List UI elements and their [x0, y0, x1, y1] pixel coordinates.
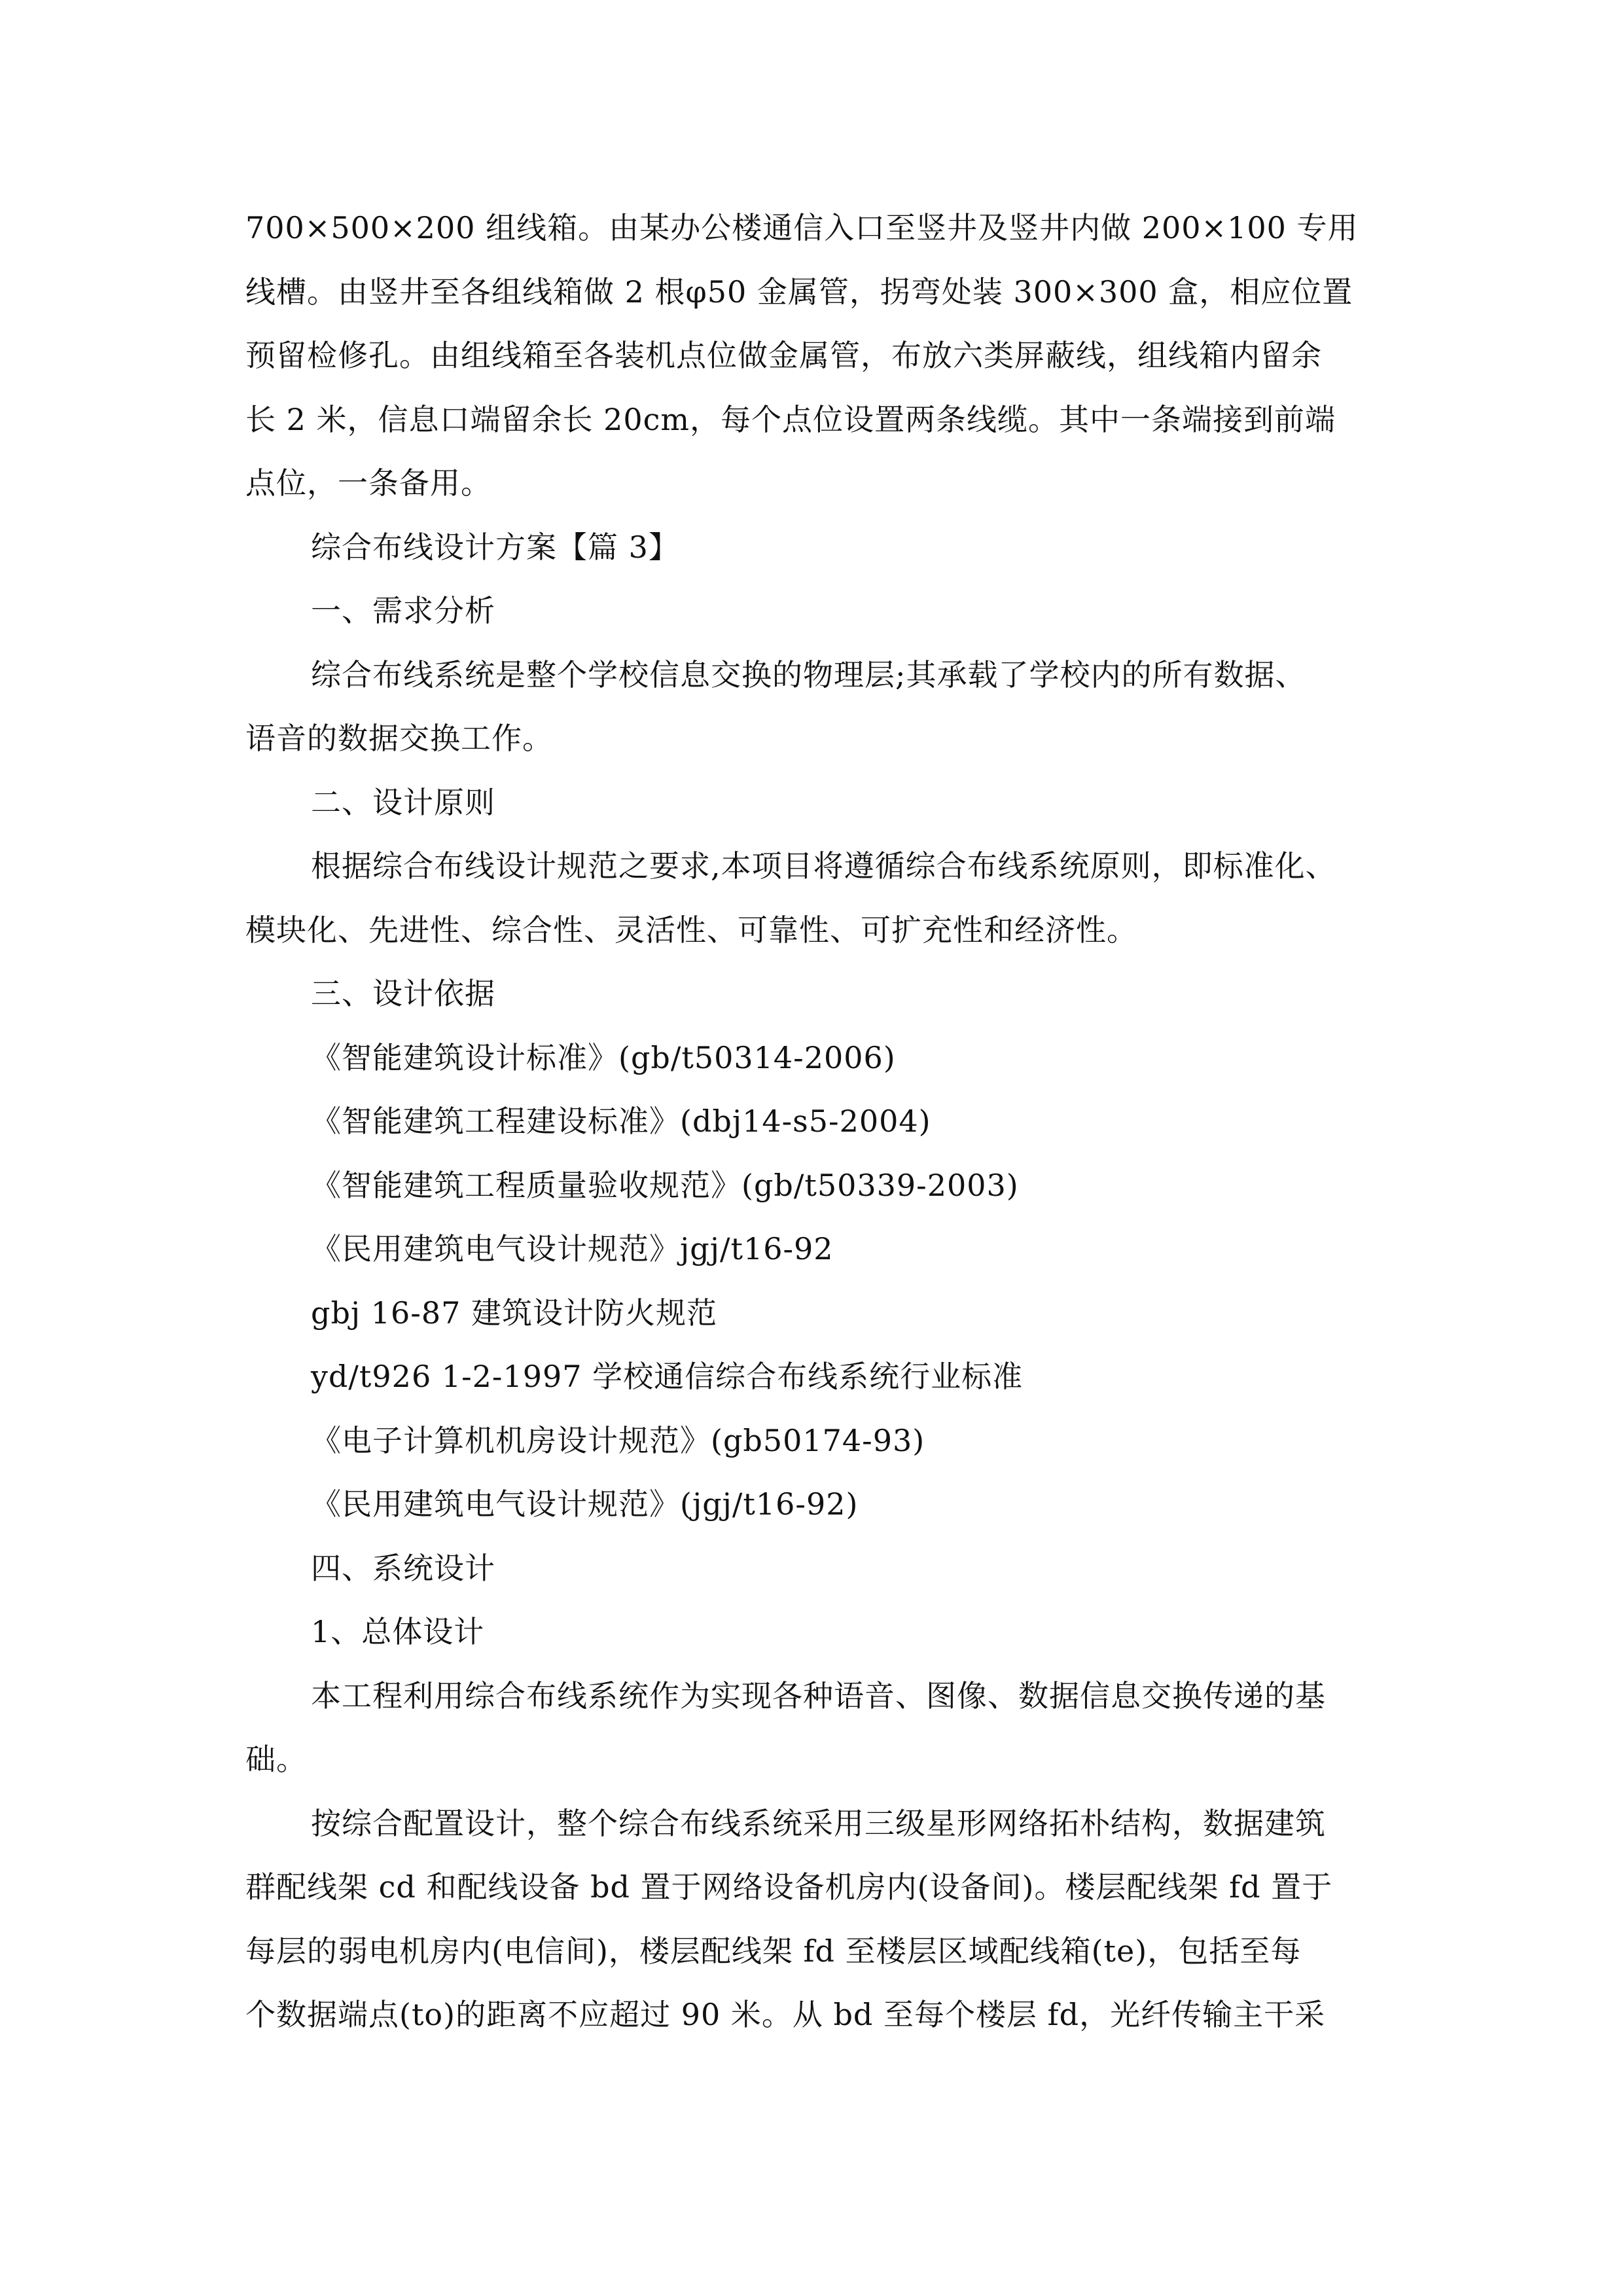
standard-item: 《智能建筑工程质量验收规范》(gb/t50339-2003) [311, 1167, 1019, 1203]
paragraph-line: 预留检修孔。由组线箱至各装机点位做金属管，布放六类屏蔽线，组线箱内留余 [245, 338, 1322, 373]
heading-requirements: 一、需求分析 [311, 593, 495, 628]
paragraph-line: 线槽。由竖井至各组线箱做 2 根φ50 金属管，拐弯处装 300×300 盒，相应位置 [245, 274, 1353, 310]
paragraph-line: 个数据端点(to)的距离不应超过 90 米。从 bd 至每个楼层 fd，光纤传输主干采 [245, 1997, 1326, 2032]
paragraph-line: 每层的弱电机房内(电信间)，楼层配线架 fd 至楼层区域配线箱(te)，包括至每 [245, 1933, 1302, 1969]
paragraph-line: 综合布线系统是整个学校信息交换的物理层;其承载了学校内的所有数据、 [311, 656, 1306, 692]
paragraph-line: 点位，一条备用。 [245, 465, 491, 501]
document-page [245, 196, 1387, 2047]
standard-item: yd/t926 1-2-1997 学校通信综合布线系统行业标准 [311, 1359, 1024, 1394]
paragraph-line: 长 2 米，信息口端留余长 20cm，每个点位设置两条线缆。其中一条端接到前端 [245, 401, 1336, 437]
subheading-overall-design: 1、总体设计 [311, 1614, 485, 1649]
standard-item: gbj 16-87 建筑设计防火规范 [311, 1295, 718, 1331]
paragraph-line: 本工程利用综合布线系统作为实现各种语音、图像、数据信息交换传递的基 [311, 1677, 1326, 1713]
standard-item: 《民用建筑电气设计规范》jgj/t16-92 [311, 1231, 834, 1266]
heading-principles: 二、设计原则 [311, 784, 495, 820]
paragraph-line: 模块化、先进性、综合性、灵活性、可靠性、可扩充性和经济性。 [245, 912, 1137, 948]
paragraph-line: 根据综合布线设计规范之要求,本项目将遵循综合布线系统原则，即标准化、 [311, 848, 1336, 884]
paragraph-line: 群配线架 cd 和配线设备 bd 置于网络设备机房内(设备间)。楼层配线架 fd 置于 [245, 1869, 1333, 1905]
section-title: 综合布线设计方案【篇 3】 [311, 529, 679, 565]
paragraph-line: 础。 [245, 1742, 307, 1777]
standard-item: 《智能建筑设计标准》(gb/t50314-2006) [311, 1039, 896, 1075]
paragraph-line: 700×500×200 组线箱。由某办公楼通信入口至竖井及竖井内做 200×100 专用 [245, 210, 1359, 245]
paragraph-line: 语音的数据交换工作。 [245, 721, 553, 756]
heading-system-design: 四、系统设计 [311, 1550, 495, 1586]
standard-item: 《民用建筑电气设计规范》(jgj/t16-92) [311, 1486, 859, 1522]
standard-item: 《智能建筑工程建设标准》(dbj14-s5-2004) [311, 1103, 931, 1139]
heading-basis: 三、设计依据 [311, 976, 495, 1011]
standard-item: 《电子计算机机房设计规范》(gb50174-93) [311, 1422, 925, 1458]
paragraph-line: 按综合配置设计，整个综合布线系统采用三级星形网络拓朴结构，数据建筑 [311, 1805, 1326, 1841]
